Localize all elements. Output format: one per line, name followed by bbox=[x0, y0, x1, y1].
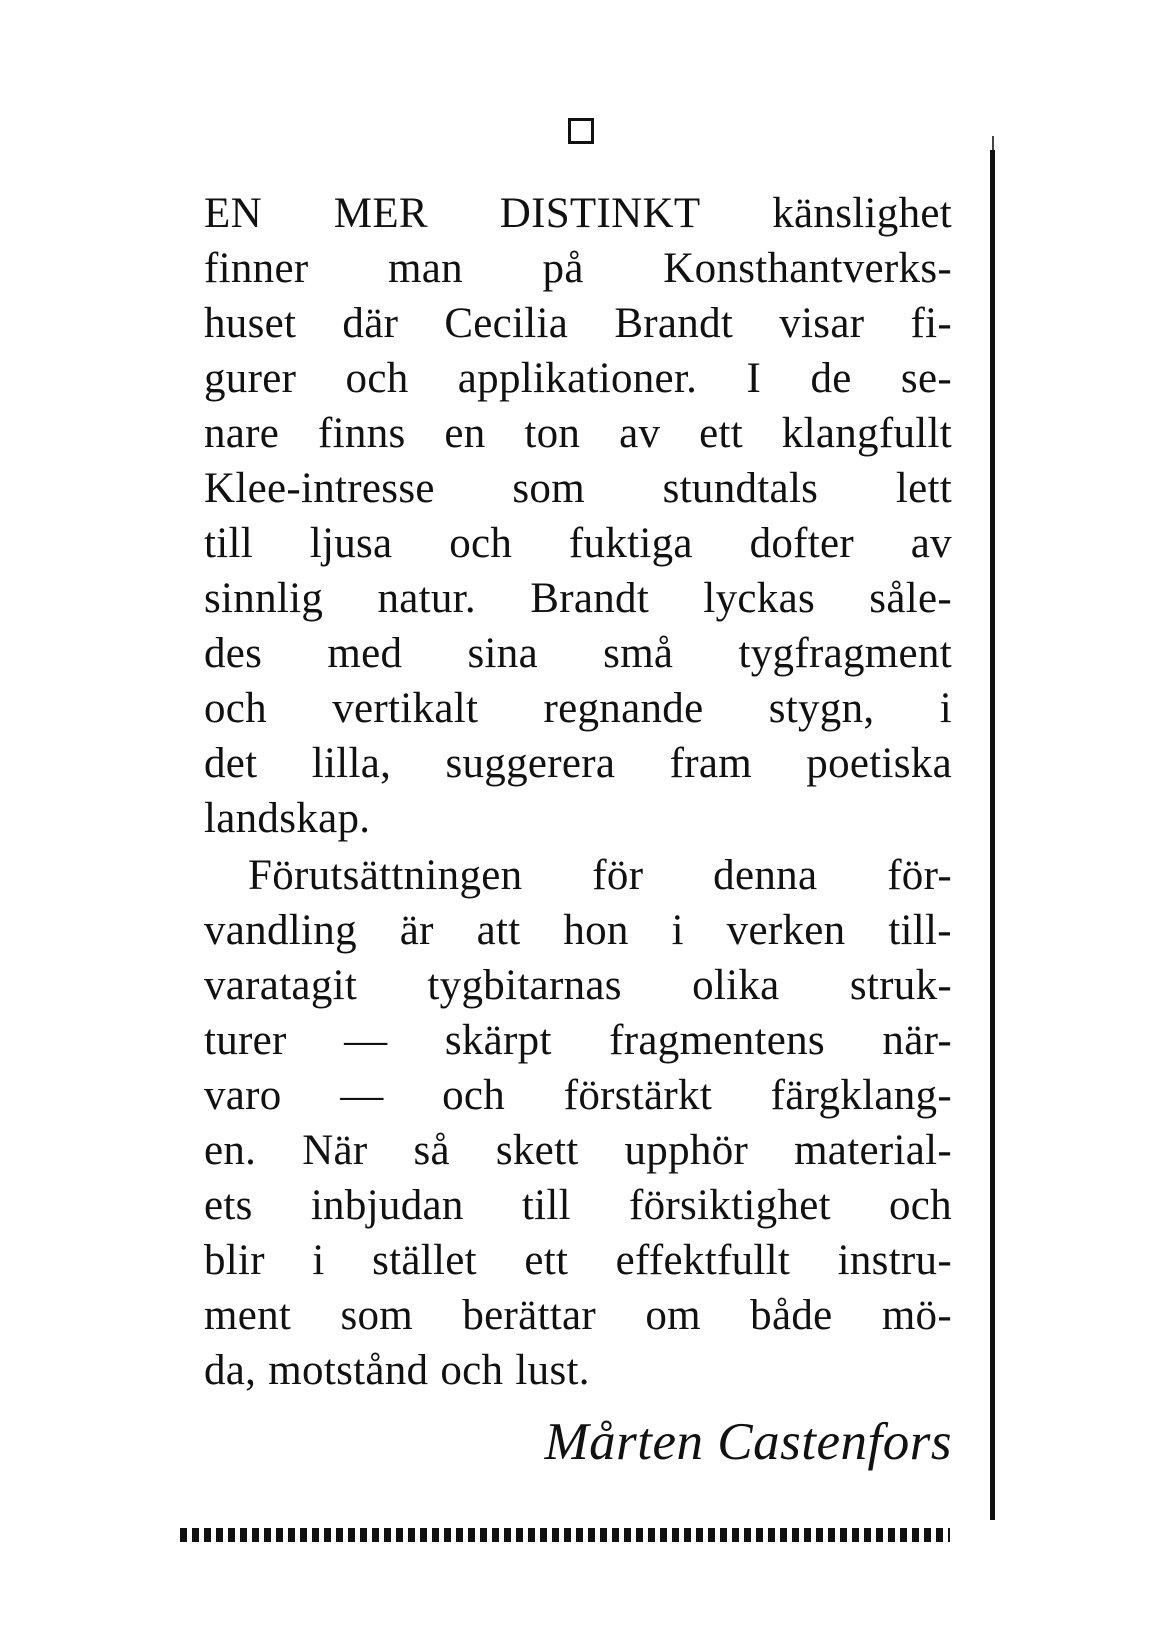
article-body bbox=[204, 186, 952, 1398]
text-line: des med sina små tygfragment bbox=[204, 630, 952, 677]
column-rule bbox=[990, 150, 995, 1520]
text-line: huset där Cecilia Brandt visar fi- bbox=[204, 300, 952, 347]
text-line: vandling är att hon i verken till- bbox=[204, 907, 952, 954]
column-rule-tick bbox=[992, 136, 994, 150]
dashed-separator bbox=[180, 1528, 950, 1542]
text-line: det lilla, suggerera fram poetiska bbox=[204, 740, 952, 787]
text-line: turer — skärpt fragmentens när- bbox=[204, 1017, 952, 1064]
byline: Mårten Castenfors bbox=[544, 1413, 952, 1471]
article-paragraph bbox=[204, 186, 952, 846]
text-line: ets inbjudan till försiktighet och bbox=[204, 1182, 952, 1229]
text-line: EN MER DISTINKT känslighet bbox=[204, 190, 952, 237]
article-paragraph bbox=[204, 848, 952, 1398]
text-line: landskap. bbox=[204, 795, 371, 842]
text-line: varo — och förstärkt färgklang- bbox=[204, 1072, 952, 1119]
text-line: och vertikalt regnande stygn, i bbox=[204, 685, 952, 732]
text-line: en. När så skett upphör material- bbox=[204, 1127, 952, 1174]
section-marker-square bbox=[568, 118, 594, 144]
text-line: gurer och applikationer. I de se- bbox=[204, 355, 952, 402]
text-line: nare finns en ton av ett klangfullt bbox=[204, 410, 952, 457]
text-line: ment som berättar om både mö- bbox=[204, 1292, 952, 1339]
text-line: finner man på Konsthantverks- bbox=[204, 245, 952, 292]
text-line: varatagit tygbitarnas olika struk- bbox=[204, 962, 952, 1009]
text-line: da, motstånd och lust. bbox=[204, 1347, 590, 1394]
text-line: sinnlig natur. Brandt lyckas såle- bbox=[204, 575, 952, 622]
text-line: Förutsättningen för denna för- bbox=[248, 852, 952, 899]
text-line: Klee-intresse som stundtals lett bbox=[204, 465, 952, 512]
text-line: blir i stället ett effektfullt instru- bbox=[204, 1237, 952, 1284]
text-line: till ljusa och fuktiga dofter av bbox=[204, 520, 952, 567]
